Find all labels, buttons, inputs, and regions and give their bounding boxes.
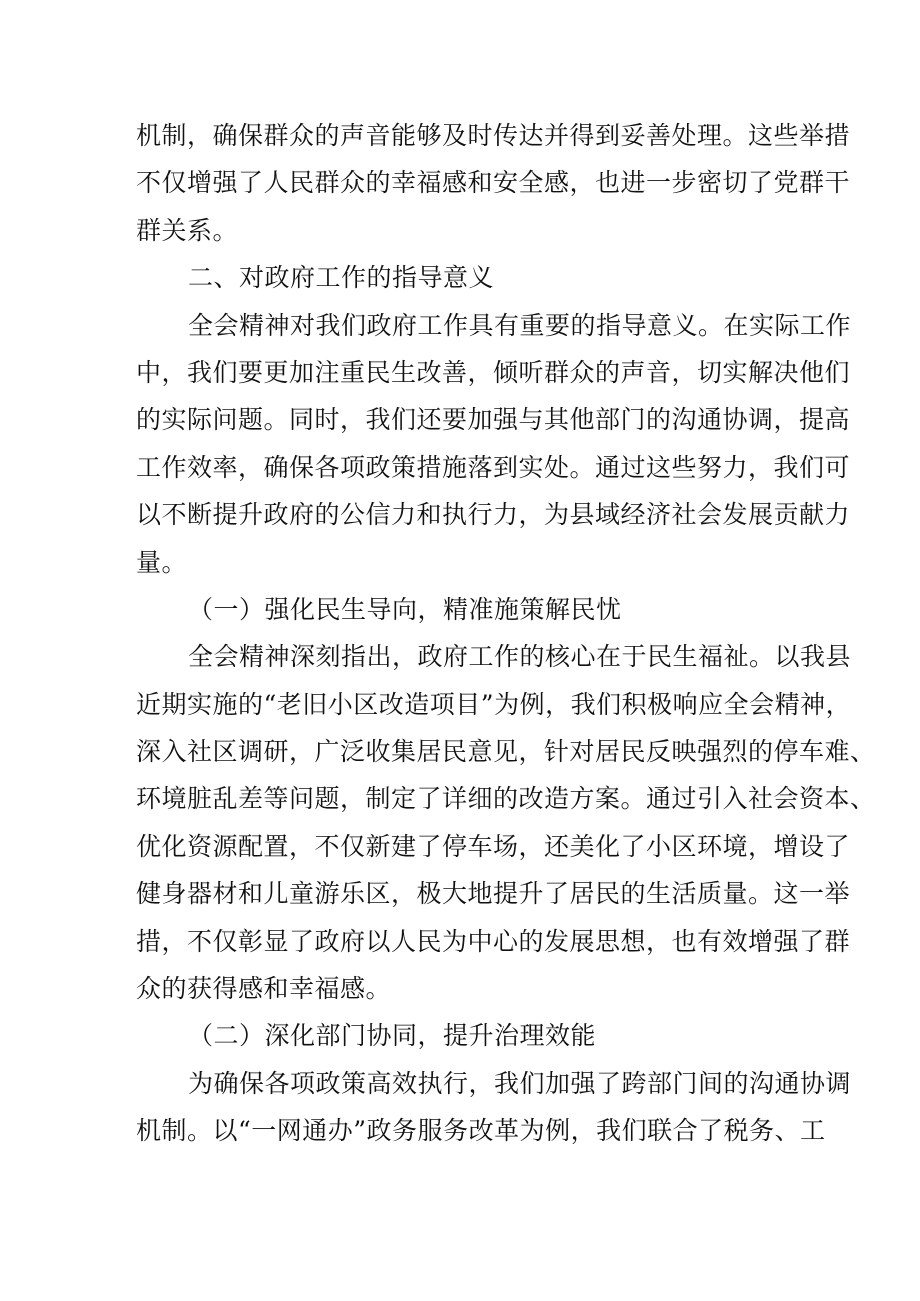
paragraph-line: 众的获得感和幸福感。 [136, 974, 392, 1004]
paragraph-line: 的实际问题。同时，我们还要加强与其他部门的沟通协调，提高 [136, 405, 851, 435]
paragraph-line: 近期实施的“老旧小区改造项目”为例，我们积极响应全会精神， [136, 689, 852, 719]
section-heading: 二、对政府工作的指导意义 [188, 263, 495, 293]
paragraph-line: 机制，确保群众的声音能够及时传达并得到妥善处理。这些举措 [136, 121, 851, 150]
paragraph-line: 深入社区调研，广泛收集居民意见，针对居民反映强烈的停车难、 [136, 737, 876, 767]
paragraph-line: 环境脏乱差等问题，制定了详细的改造方案。通过引入社会资本、 [136, 784, 876, 814]
subsection-heading: （二）深化部门协同，提升治理效能 [188, 1021, 597, 1051]
paragraph-line: 群关系。 [136, 215, 239, 245]
paragraph-line: 工作效率，确保各项政策措施落到实处。通过这些努力，我们可 [136, 452, 851, 482]
paragraph-line: 优化资源配置，不仅新建了停车场，还美化了小区环境，增设了 [136, 831, 851, 861]
paragraph-line: 全会精神对我们政府工作具有重要的指导意义。在实际工作 [188, 310, 852, 340]
paragraph-line: 为确保各项政策高效执行，我们加强了跨部门间的沟通协调 [188, 1068, 852, 1098]
paragraph-line: 机制。以“一网通办”政务服务改革为例，我们联合了税务、工 [136, 1116, 826, 1146]
paragraph-line: 全会精神深刻指出，政府工作的核心在于民生福祉。以我县 [188, 642, 852, 672]
paragraph-line: 措，不仅彰显了政府以人民为中心的发展思想，也有效增强了群 [136, 926, 851, 956]
paragraph-line: 不仅增强了人民群众的幸福感和安全感，也进一步密切了党群干 [136, 168, 851, 198]
subsection-heading: （一）强化民生导向，精准施策解民忧 [188, 594, 622, 624]
paragraph-line: 健身器材和儿童游乐区，极大地提升了居民的生活质量。这一举 [136, 879, 851, 909]
paragraph-line: 中，我们要更加注重民生改善，倾听群众的声音，切实解决他们 [136, 357, 851, 387]
paragraph-line: 量。 [136, 547, 188, 577]
document-body [136, 112, 876, 1155]
paragraph-line: 以不断提升政府的公信力和执行力，为县域经济社会发展贡献力 [136, 500, 851, 530]
